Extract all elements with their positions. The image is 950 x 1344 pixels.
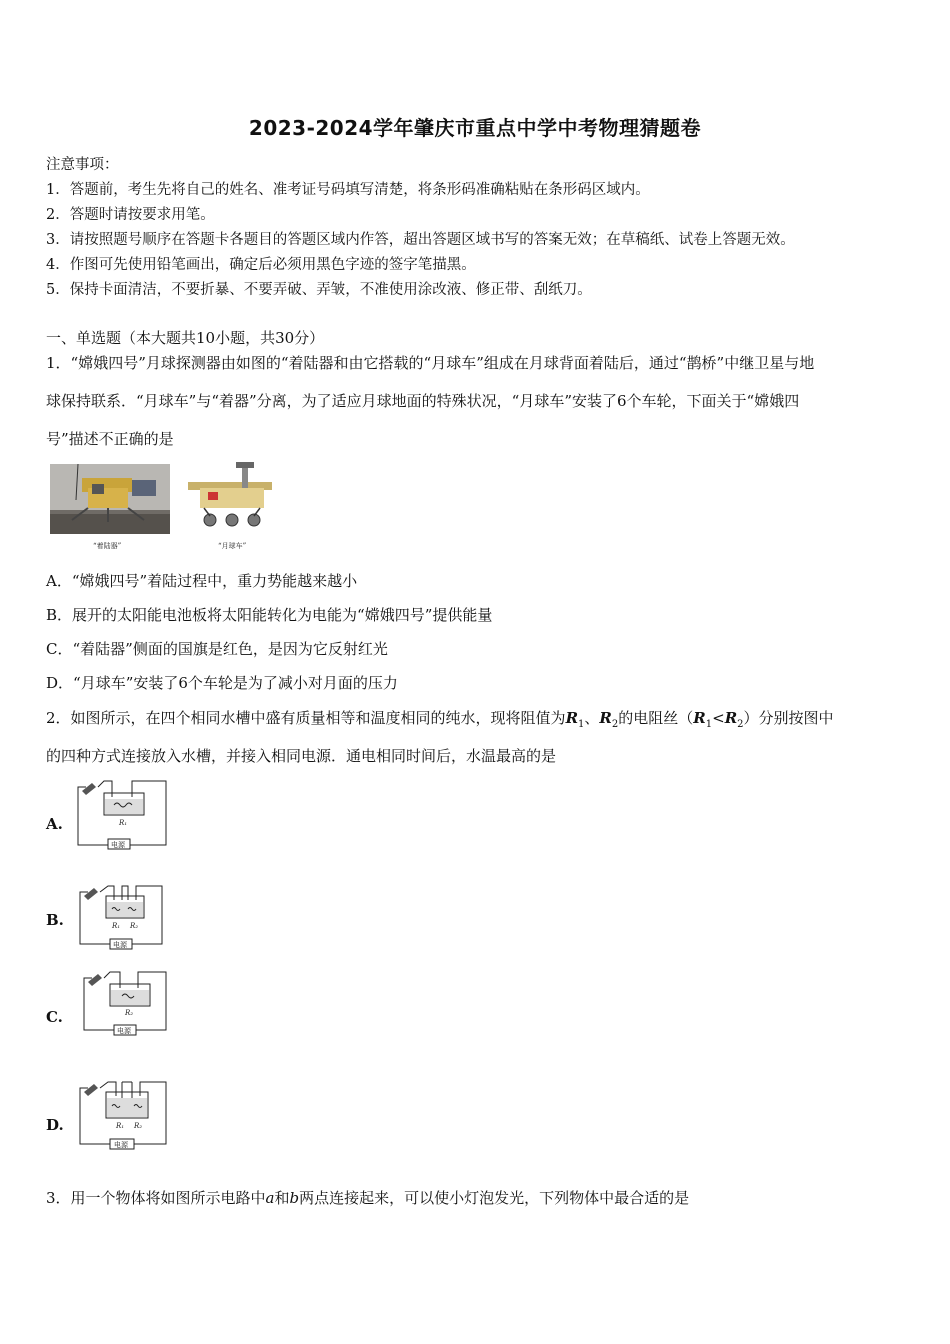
- resistor-label-d1: R₁: [116, 1122, 125, 1130]
- q2-circuit-c: [80, 968, 172, 1038]
- q2-line-1: 2．如图所示，在四个相同水槽中盛有质量相等和温度相同的纯水，现将阻值为$R_1$、$R_2$的电阻丝$(R_1<R_2)$分别按图中: [46, 709, 834, 730]
- resistor-label-b1: R₁: [112, 922, 121, 930]
- resistor-label-b2: R₂: [130, 922, 139, 930]
- resistor-label-c: R₂: [125, 1009, 134, 1017]
- section-heading: 一、单选题（本大题共10小题，共30分）: [46, 329, 325, 347]
- q2-circuit-d: [76, 1078, 172, 1152]
- q2-option-b-label: B.: [46, 911, 64, 929]
- rover-image: [188, 462, 272, 526]
- notice-item-1: 1．答题前，考生先将自己的姓名、准考证号码填写清楚，将条形码准确粘贴在条形码区域内。: [46, 182, 650, 198]
- q2-option-a-label: A.: [46, 815, 63, 833]
- power-label-b: 电源: [113, 941, 127, 949]
- q1-option-d: D．“月球车”安装了6个车轮是为了减小对月面的压力: [46, 674, 398, 692]
- q2-circuit-a: [74, 777, 170, 851]
- q2-option-c-label: C.: [46, 1008, 63, 1026]
- q1-line-2: 球保持联系．“月球车”与“着器”分离，为了适应月球地面的特殊状况，“月球车”安装了6个车轮，下面关于“嫦娥四: [46, 392, 800, 410]
- q1-option-c: C．“着陆器”侧面的国旗是红色，是因为它反射红光: [46, 640, 388, 658]
- notice-item-2: 2．答题时请按要求用笔。: [46, 207, 215, 223]
- q1-option-a: A．“嫦娥四号”着陆过程中，重力势能越来越小: [46, 572, 358, 590]
- power-label-a: 电源: [111, 841, 125, 849]
- q2-line-2: 的四种方式连接放入水槽，并接入相同电源．通电相同时间后，水温最高的是: [46, 747, 557, 765]
- lander-image: [50, 464, 170, 534]
- power-label-c: 电源: [117, 1027, 131, 1035]
- q1-line-3: 号”描述不正确的是: [46, 430, 174, 448]
- q2-option-d-label: D.: [46, 1116, 64, 1134]
- notice-item-4: 4．作图可先使用铅笔画出，确定后必须用黑色字迹的签字笔描黑。: [46, 257, 476, 273]
- q3-line: 3．用一个物体将如图所示电路中a和b两点连接起来，可以使小灯泡发光，下列物体中最合适的是: [46, 1189, 690, 1207]
- q1-figure: [48, 458, 288, 554]
- lander-caption: “着陆器”: [93, 542, 122, 550]
- page-title: 2023-2024学年肇庆市重点中学中考物理猜题卷: [248, 116, 702, 140]
- notice-heading: 注意事项：: [46, 157, 119, 173]
- notice-item-3: 3．请按照题号顺序在答题卡各题目的答题区域内作答，超出答题区域书写的答案无效；在草稿纸、试卷上答题无效。: [46, 232, 795, 248]
- resistor-label-d2: R₂: [134, 1122, 143, 1130]
- power-label-d: 电源: [114, 1141, 128, 1149]
- q1-line-1: 1．“嫦娥四号”月球探测器由如图的“着陆器和由它搭载的“月球车”组成在月球背面着陆后，通过“鹊桥”中继卫星与地: [46, 354, 815, 372]
- notice-item-5: 5．保持卡面清洁，不要折暴、不要弄破、弄皱，不准使用涂改液、修正带、刮纸刀。: [46, 282, 592, 298]
- q1-option-b: B．展开的太阳能电池板将太阳能转化为电能为“嫦娥四号”提供能量: [46, 606, 493, 624]
- q2-circuit-b: [76, 882, 168, 952]
- resistor-label-a: R₁: [119, 819, 128, 827]
- rover-caption: “月球车”: [218, 542, 247, 550]
